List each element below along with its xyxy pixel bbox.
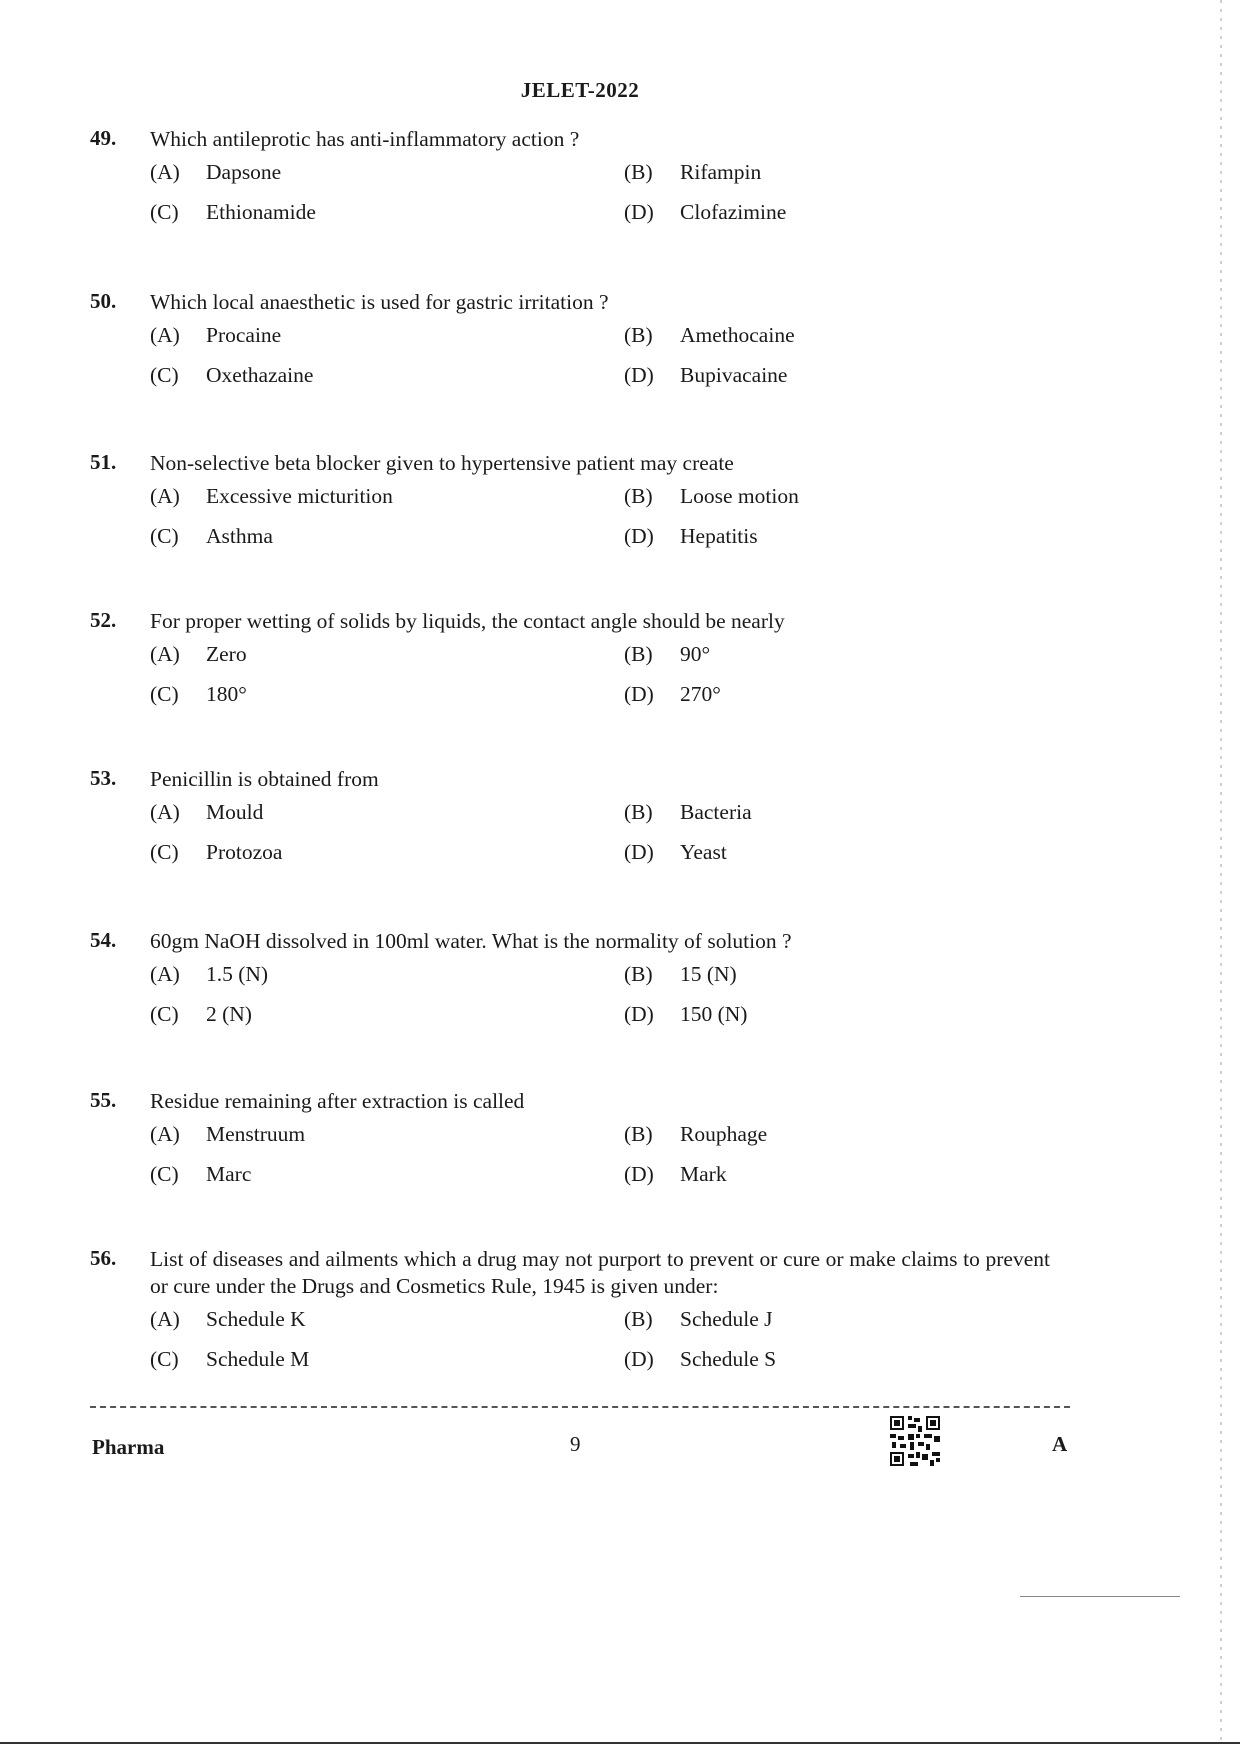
question-text: For proper wetting of solids by liquids, the contact angle should be nearly <box>150 609 785 633</box>
question-50 <box>90 289 1050 402</box>
option-a <box>150 322 281 349</box>
option-d <box>624 1346 776 1373</box>
option-letter: (D) <box>624 524 654 548</box>
option-letter: (B) <box>624 642 653 666</box>
option-letter: (B) <box>624 800 653 824</box>
option-text: Excessive micturition <box>206 484 393 508</box>
question-text: 60gm NaOH dissolved in 100ml water. What is the normality of solution ? <box>150 929 792 953</box>
option-letter: (A) <box>150 800 180 824</box>
option-letter: (D) <box>624 1347 654 1371</box>
option-text: Clofazimine <box>680 200 787 224</box>
question-text: Which local anaesthetic is used for gastric irritation ? <box>150 290 609 314</box>
option-text: Asthma <box>206 524 273 548</box>
option-d <box>624 1161 727 1188</box>
options-group <box>150 1121 1050 1201</box>
option-text: Protozoa <box>206 840 283 864</box>
options-group <box>150 483 1050 563</box>
option-text: Amethocaine <box>680 323 795 347</box>
option-letter: (C) <box>150 200 179 224</box>
option-text: Ethionamide <box>206 200 316 224</box>
option-text: Schedule M <box>206 1347 310 1371</box>
option-d <box>624 523 758 550</box>
option-letter: (B) <box>624 1122 653 1146</box>
option-letter: (B) <box>624 1307 653 1331</box>
option-a <box>150 1121 305 1148</box>
option-a <box>150 1306 306 1333</box>
option-text: Oxethazaine <box>206 363 314 387</box>
option-text: Loose motion <box>680 484 799 508</box>
options-group <box>150 961 1050 1041</box>
option-letter: (D) <box>624 200 654 224</box>
question-number: 56. <box>90 1246 117 1270</box>
question-number: 50. <box>90 289 117 313</box>
option-d <box>624 839 727 866</box>
option-b <box>624 322 795 349</box>
question-number: 49. <box>90 126 117 150</box>
option-text: 15 (N) <box>680 962 737 986</box>
question-text: Penicillin is obtained from <box>150 767 379 791</box>
option-text: Dapsone <box>206 160 282 184</box>
question-set-label: A <box>1052 1432 1068 1456</box>
option-letter: (C) <box>150 524 179 548</box>
option-letter: (C) <box>150 682 179 706</box>
option-text: Hepatitis <box>680 524 758 548</box>
option-d <box>624 199 786 226</box>
option-c <box>150 362 313 389</box>
option-text: Rouphage <box>680 1122 768 1146</box>
option-b <box>624 483 799 510</box>
question-text: Which antileprotic has anti-inflammatory action ? <box>150 127 580 151</box>
option-letter: (D) <box>624 1162 654 1186</box>
options-group <box>150 799 1050 879</box>
option-text: Rifampin <box>680 160 762 184</box>
option-text: Bacteria <box>680 800 752 824</box>
scan-edge-mark <box>1220 0 1222 1740</box>
option-letter: (B) <box>624 962 653 986</box>
option-b <box>624 961 737 988</box>
option-text: 90° <box>680 642 711 666</box>
option-b <box>624 159 761 186</box>
options-group <box>150 641 1050 721</box>
options-group <box>150 322 1050 402</box>
question-55 <box>90 1088 1050 1201</box>
option-c <box>150 523 273 550</box>
option-letter: (C) <box>150 1162 179 1186</box>
option-text: Schedule J <box>680 1307 773 1331</box>
option-text: Schedule S <box>680 1347 777 1371</box>
page-bottom-edge <box>0 1742 1240 1744</box>
option-b <box>624 1121 767 1148</box>
option-letter: (A) <box>150 323 180 347</box>
option-text: 180° <box>206 682 247 706</box>
option-c <box>150 839 282 866</box>
option-a <box>150 159 281 186</box>
question-number: 54. <box>90 928 117 952</box>
option-text: Bupivacaine <box>680 363 788 387</box>
options-group <box>150 1306 1050 1386</box>
option-text: 2 (N) <box>206 1002 252 1026</box>
option-letter: (D) <box>624 363 654 387</box>
option-text: Menstruum <box>206 1122 306 1146</box>
options-group <box>150 159 1050 239</box>
option-letter: (A) <box>150 484 180 508</box>
option-letter: (C) <box>150 840 179 864</box>
question-51 <box>90 450 1050 563</box>
option-text: 1.5 (N) <box>206 962 269 986</box>
question-text: List of diseases and ailments which a drug may not purport to prevent or cure or make claims to prevent or cure under the Drugs and Cosmetics Rule, 1945 is given under: <box>150 1247 1050 1298</box>
option-c <box>150 1161 251 1188</box>
question-49 <box>90 126 1050 239</box>
option-c <box>150 199 316 226</box>
footer-subject: Pharma <box>92 1435 165 1459</box>
option-a <box>150 799 263 826</box>
option-d <box>624 1001 747 1028</box>
option-text: Mould <box>206 800 264 824</box>
option-d <box>624 681 721 708</box>
option-text: 270° <box>680 682 721 706</box>
question-52 <box>90 608 1050 721</box>
qr-code-icon <box>888 1414 942 1468</box>
option-c <box>150 1346 309 1373</box>
option-text: 150 (N) <box>680 1002 748 1026</box>
question-number: 55. <box>90 1088 117 1112</box>
footer-divider <box>90 1406 1070 1408</box>
option-letter: (C) <box>150 363 179 387</box>
option-text: Yeast <box>680 840 727 864</box>
scan-line <box>1020 1596 1180 1597</box>
option-letter: (A) <box>150 1122 180 1146</box>
option-letter: (A) <box>150 642 180 666</box>
question-number: 51. <box>90 450 117 474</box>
option-letter: (B) <box>624 160 653 184</box>
option-letter: (D) <box>624 682 654 706</box>
option-letter: (A) <box>150 1307 180 1331</box>
question-number: 53. <box>90 766 117 790</box>
option-a <box>150 961 268 988</box>
option-a <box>150 483 393 510</box>
option-b <box>624 799 752 826</box>
option-c <box>150 1001 252 1028</box>
option-letter: (A) <box>150 962 180 986</box>
option-b <box>624 641 710 668</box>
page-number: 9 <box>570 1432 581 1456</box>
option-letter: (D) <box>624 840 654 864</box>
question-53 <box>90 766 1050 879</box>
option-text: Zero <box>206 642 247 666</box>
question-number: 52. <box>90 608 117 632</box>
option-letter: (B) <box>624 484 653 508</box>
option-b <box>624 1306 773 1333</box>
option-letter: (D) <box>624 1002 654 1026</box>
question-54 <box>90 928 1050 1041</box>
option-text: Mark <box>680 1162 727 1186</box>
option-a <box>150 641 247 668</box>
page-title: JELET-2022 <box>520 78 640 102</box>
option-letter: (C) <box>150 1347 179 1371</box>
question-text: Non-selective beta blocker given to hypertensive patient may create <box>150 451 734 475</box>
option-text: Procaine <box>206 323 282 347</box>
option-text: Schedule K <box>206 1307 306 1331</box>
option-d <box>624 362 787 389</box>
question-text: Residue remaining after extraction is called <box>150 1089 525 1113</box>
option-letter: (C) <box>150 1002 179 1026</box>
option-letter: (A) <box>150 160 180 184</box>
option-c <box>150 681 247 708</box>
option-text: Marc <box>206 1162 252 1186</box>
question-56 <box>90 1246 1050 1386</box>
option-letter: (B) <box>624 323 653 347</box>
